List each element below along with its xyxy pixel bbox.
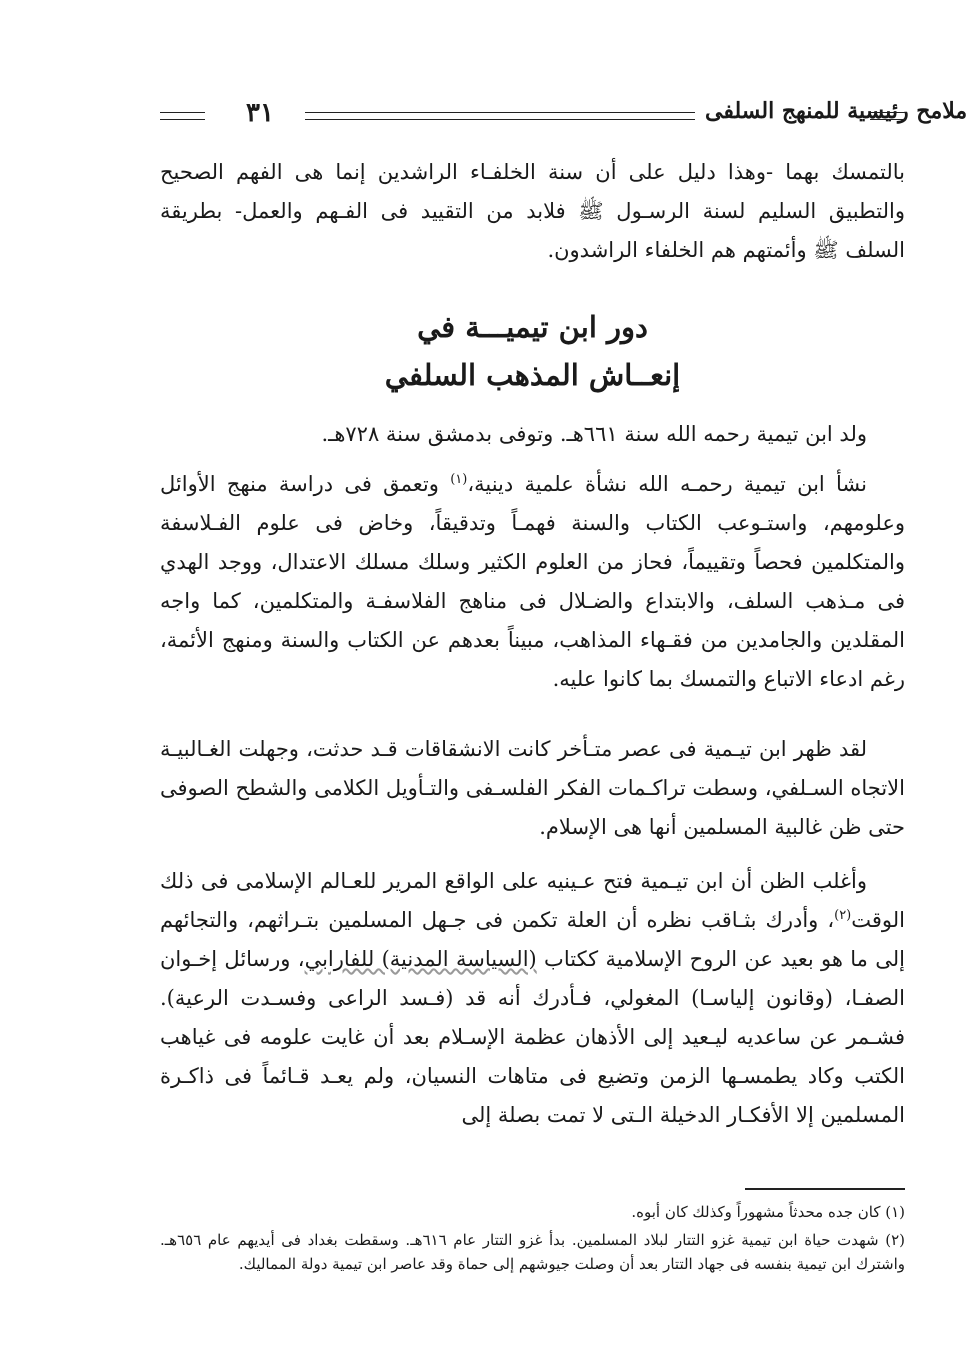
paragraph-birth: ولد ابن تيمية رحمه الله سنة ٦٦١هـ. وتوفى بدمشق سنة ٧٢٨هـ.	[321, 422, 867, 446]
paragraph-text: ، ورسائل إخـوان الصفـا، (وقانون إلياسـا) المغولي، فـأدرك أنه قد (فـسد الراعى وفسـدت الرعية). فشـمر عن ساعديه ليـعيد إلى الأذهان عظمة الإسـلام بعد أن غايت علومه فى غياهب الكتب وكاد يطمسـها الزمن وتضيع فى متاهات النسيان، ولم يعـد قـائماً فى ذاكـرة المسلمين إلا الأفكـار الدخيلة الـتى لا تمت بصلة إلى	[160, 947, 905, 1127]
paragraph-text: وتعمق فى دراسة منهج الأوائل وعلومهم، واستـوعب الكتاب والسنة فهمـاً وتدقيقاً، وخاض فى علوم الفـلاسفة والمتكلمين فحصاً وتقييماً، فحاز من العلوم الكثير وسلك مسلك الاعتدال، ووجد الهدي فى مـذهب السلف، والابتداع والضـلال فى مناهج الفلاسفـة والمتكلمين، كما واجه المقلدين والجامدين من فقـهاء المذاهب، مبيناً بعدهم عن الكتاب والسنة ومنهج الأئمة، رغم ادعاء الاتباع والتمسك بما كانوا عليه.	[160, 472, 905, 691]
paragraph-reform	[160, 862, 905, 1135]
paragraph-upbringing	[160, 465, 905, 699]
paragraph-intro: بالتمسك بهما -وهذا دليل على أن سنة الخلفـاء الراشدين إنما هى الفهم الصحيح والتطبيق السليم لسنة الرسـول ﷺ فلابد من التقييد فى الفـهم والعمل- بطريقة السلف ﷺ وأئمتهم هم الخلفاء الراشدون.	[160, 160, 905, 262]
book-title: (السياسة المدنية) للفارابي	[304, 947, 537, 971]
paragraph-text: نشأ ابن تيمية رحمـه الله نشأة علمية دينية،	[467, 472, 868, 496]
running-header	[160, 98, 968, 134]
header-rule-left	[160, 112, 205, 120]
header-rule-middle	[305, 112, 695, 120]
footnote-ref-2: (٢)	[834, 908, 852, 923]
section-heading-line2: إنعــاش المذهب السلفي	[384, 358, 681, 392]
running-title: ملامح رئيسية للمنهج السلفى	[705, 98, 968, 124]
footnote-ref-1: (١)	[450, 472, 468, 487]
footnote-1: (١) كان جده محدثاً مشهوراً وكذلك كان أبوه.	[631, 1203, 905, 1221]
section-heading-line1: دور ابن تيميـــة في	[417, 310, 648, 344]
footnote-separator	[745, 1188, 905, 1190]
footnotes	[160, 1200, 905, 1280]
header-rule-right	[870, 112, 905, 120]
page-number: ٣١	[246, 98, 274, 128]
paragraph-era: لقد ظهر ابن تيـمية فى عصر متـأخر كانت الانشقاقات قـد حدثت، وجهلت الغـالبيـة الاتجاه السـلفي، وسطت تراكـمات الفكر الفلسـفى والتـأويل الكلامى والشطح الصوفى حتى ظن غالبية المسلمين أنها هى الإسلام.	[160, 737, 905, 839]
paragraph-text: وأغلب الظن أن ابن تيـمية فتح عـينيه على الواقع المرير للعـالم الإسلامى فى ذلك الوقت	[160, 869, 905, 932]
paragraph-text: ، وأدرك بثـاقب نظره أن العلة تكمن فى جـهل المسلمين بتـراثهم، والتجائهم إلى ما هو بعيد عن الروح الإسلامية ككتاب	[160, 908, 905, 971]
footnote-2: (٢) شهدت حياة ابن تيمية غزو التتار لبلاد المسلمين. بدأ غزو التتار عام ٦١٦هـ. وسقطت بغداد فى أيديهم عام ٦٥٦هـ. واشترك ابن تيمية بنفسه فى جهاد التتار بعد أن وصلت جيوشهم إلى حماة وقد عاصر ابن تيمية دولة المماليك.	[160, 1231, 905, 1273]
